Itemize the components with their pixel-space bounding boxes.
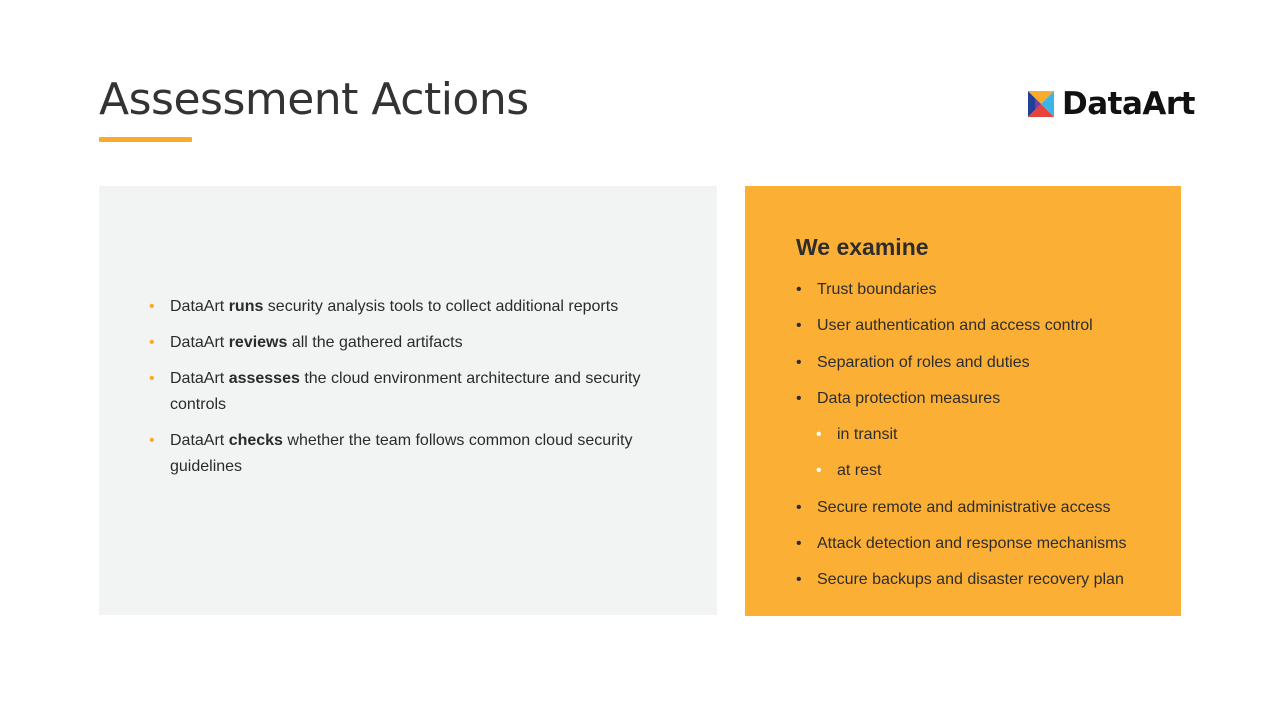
examine-panel <box>745 186 1181 616</box>
item-prefix: DataArt <box>170 432 229 449</box>
dataart-logo <box>1028 86 1195 122</box>
list-item <box>149 366 649 418</box>
logo-text: DataArt <box>1062 86 1195 122</box>
actions-list <box>149 294 649 490</box>
item-prefix: DataArt <box>170 370 229 387</box>
list-item: • User authentication and access control <box>796 313 1166 349</box>
item-text: the cloud environment architecture and security controls <box>170 370 641 413</box>
item-prefix: DataArt <box>170 298 229 315</box>
list-item: • Attack detection and response mechanisms <box>796 531 1166 567</box>
list-item <box>149 428 649 480</box>
dataart-logo-icon <box>1028 91 1054 117</box>
item-prefix: DataArt <box>170 334 229 351</box>
item-text: all the gathered artifacts <box>287 334 463 351</box>
item-keyword: reviews <box>228 334 288 351</box>
item-keyword: assesses <box>228 370 300 387</box>
list-item: • Separation of roles and duties <box>796 350 1166 386</box>
actions-panel <box>99 186 717 615</box>
sub-list-item: • in transit <box>796 422 1166 458</box>
item-text: security analysis tools to collect additional reports <box>263 298 619 315</box>
examine-heading: We examine <box>796 234 929 260</box>
sub-list-item: • at rest <box>796 458 1166 494</box>
list-item: • Trust boundaries <box>796 277 1166 313</box>
slide-title: Assessment Actions <box>99 74 529 125</box>
list-item: • Secure remote and administrative access <box>796 495 1166 531</box>
list-item <box>149 330 649 356</box>
list-item <box>149 294 649 320</box>
title-underline <box>99 137 192 142</box>
examine-list <box>796 277 1166 604</box>
list-item: • Data protection measures <box>796 386 1166 422</box>
item-keyword: runs <box>228 298 264 315</box>
item-keyword: checks <box>228 432 283 449</box>
list-item: • Secure backups and disaster recovery plan <box>796 567 1166 603</box>
item-text: whether the team follows common cloud security guidelines <box>170 432 633 475</box>
